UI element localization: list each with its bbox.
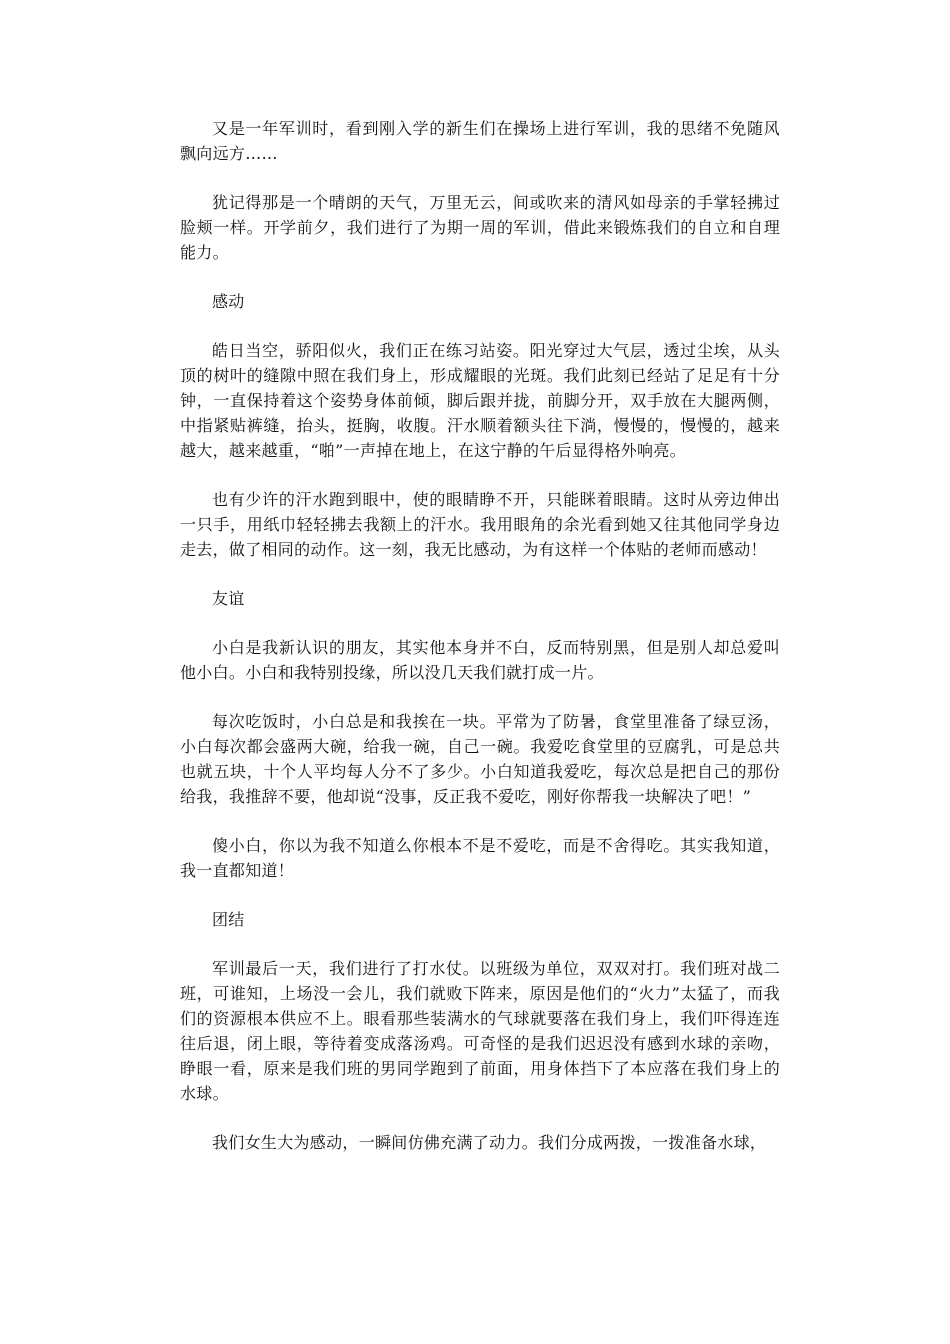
paragraph: 也有少许的汗水跑到眼中，使的眼睛睁不开，只能眯着眼睛。这时从旁边伸出一只手，用纸巾轻轻拂去我额上的汗水。我用眼角的余光看到她又往其他同学身边走去，做了相同的动作。这一刻，我无比感动，为有这样一个体贴的老师而感动！ — [180, 490, 780, 559]
paragraph: 犹记得那是一个晴朗的天气，万里无云，间或吹来的清风如母亲的手掌轻拂过脸颊一样。开学前夕，我们进行了为期一周的军训，借此来锻炼我们的自立和自理能力。 — [180, 193, 780, 262]
paragraph: 我们女生大为感动，一瞬间仿佛充满了动力。我们分成两拨，一拨准备水球， — [212, 1133, 767, 1152]
section-heading: 友谊 — [212, 589, 245, 608]
document-body — [180, 116, 780, 1179]
section-heading: 团结 — [212, 910, 245, 929]
paragraph: 傻小白，你以为我不知道么你根本不是不爱吃，而是不舍得吃。其实我知道，我一直都知道！ — [180, 836, 780, 880]
paragraph: 小白是我新认识的朋友，其实他本身并不白，反而特别黑，但是别人却总爱叫他小白。小白和我特别投缘，所以没几天我们就打成一片。 — [180, 638, 780, 682]
paragraph: 每次吃饭时，小白总是和我挨在一块。平常为了防暑，食堂里准备了绿豆汤，小白每次都会盛两大碗，给我一碗，自己一碗。我爱吃食堂里的豆腐乳，可是总共也就五块，十个人平均每人分不了多少。小白知道我爱吃，每次总是把自己的那份给我，我推辞不要，他却说“没事，反正我不爱吃，刚好你帮我一块解决了吧！” — [180, 712, 780, 806]
paragraph: 军训最后一天，我们进行了打水仗。以班级为单位，双双对打。我们班对战二班，可谁知，上场没一会儿，我们就败下阵来，原因是他们的“火力”太猛了，而我们的资源根本供应不上。眼看那些装满水的气球就要落在我们身上，我们吓得连连往后退，闭上眼，等待着变成落汤鸡。可奇怪的是我们迟迟没有感到水球的亲吻，睁眼一看，原来是我们班的男同学跑到了前面，用身体挡下了本应落在我们身上的水球。 — [180, 959, 780, 1103]
section-heading: 感动 — [212, 292, 245, 311]
paragraph: 又是一年军训时，看到刚入学的新生们在操场上进行军训，我的思绪不免随风飘向远方…… — [180, 119, 780, 163]
paragraph: 皓日当空，骄阳似火，我们正在练习站姿。阳光穿过大气层，透过尘埃，从头顶的树叶的缝隙中照在我们身上，形成耀眼的光斑。我们此刻已经站了足足有十分钟，一直保持着这个姿势身体前倾，脚后跟并拢，前脚分开，双手放在大腿两侧，中指紧贴裤缝，抬头，挺胸，收腹。汗水顺着额头往下淌，慢慢的，慢慢的，越来越大，越来越重，“啪”一声掉在地上，在这宁静的午后显得格外响亮。 — [180, 341, 780, 460]
